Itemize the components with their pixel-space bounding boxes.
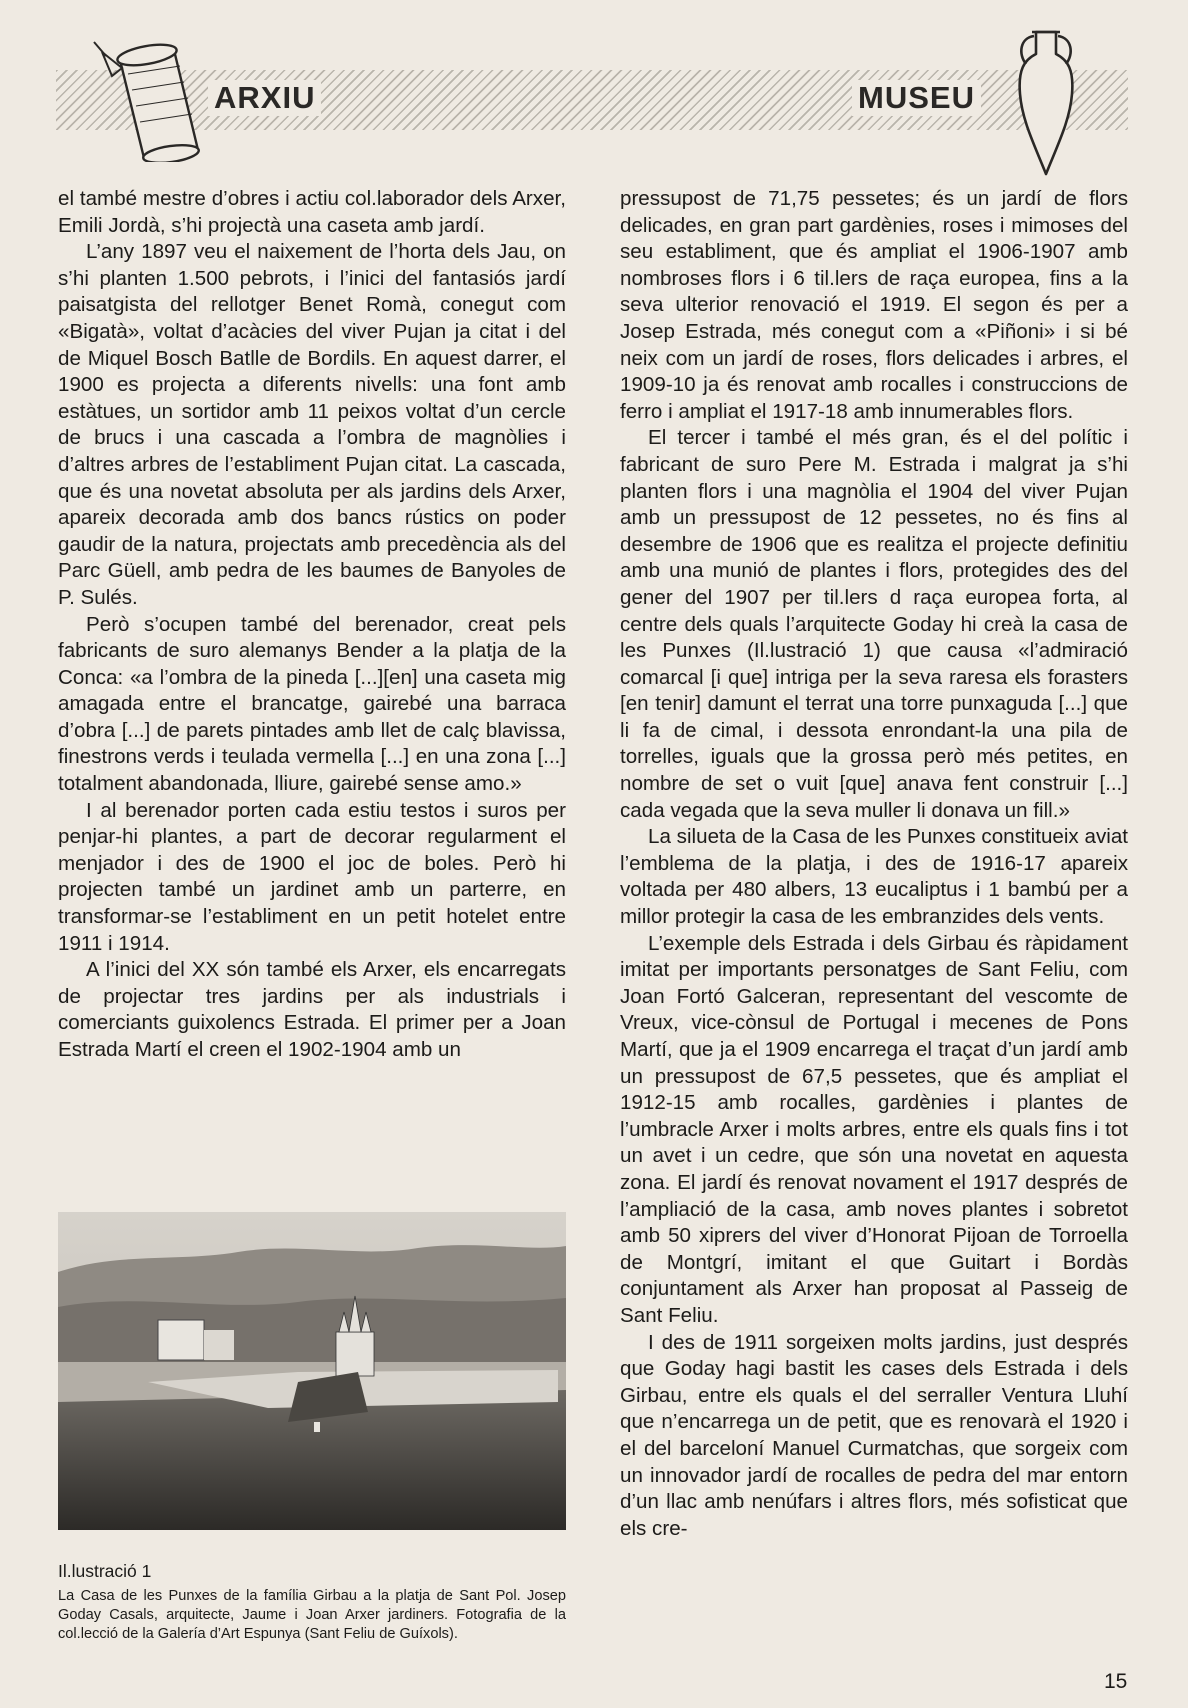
page-number: 15 xyxy=(1104,1670,1128,1693)
paragraph: La silueta de la Casa de les Punxes constitueix aviat l’emblema de la platja, i des de 1916-17 apareix voltada per 480 albers, 13 eucaliptus i 1 bambú per a millor protegir la casa de les embranzides dels vents. xyxy=(620,825,1128,929)
paragraph: L’exemple dels Estrada i dels Girbau és ràpidament imitat per importants personatges de Sant Feliu, com Joan Fortó Galceran, representant del vescomte de Vreux, vice-cònsul de Portugal i mecenes de Pons Martí, que ja el 1909 encarrega el traçat d’un jardí amb un pressupost de 67,5 pessetes, que és ampliat el 1912-15 amb rocalles, gardènies i plantes de l’umbracle Arxer i molts arbres, entre els quals fins i tot un avet i un cedre, que són una novetat en aquesta zona. El jardí és renovat novament el 1917 després de l’ampliació de la casa, amb noves plantes i sobretot amb 50 xiprers del viver d’Honorat Pijoan de Torroella de Montgrí, imitant el que Guitart i Bordàs conjuntament als Arxer han proposat al Passeig de Sant Feliu. xyxy=(620,931,1128,1327)
figure-photo xyxy=(58,1212,566,1530)
paragraph: L’any 1897 veu el naixement de l’horta dels Jau, on s’hi planten 1.500 pebrots, i l’inici del fantasiós jardí paisatgista del rellotger Benet Romà, conegut com «Bigatà», voltat d’acàcies del viver Pujan ja citat i del de Miquel Bosch Batlle de Bordils. En aquest darrer, el 1900 es projecta a diferents nivells: una font amb estàtues, un sortidor amb 11 peixos voltat d’un cercle de brucs i una cascada a l’ombra de magnòlies i d’altres arbres de l’establiment Pujan citat. La cascada, que és una novetat absoluta per als jardins dels Arxer, apareix decorada amb dos bancs rústics on poder gaudir de la natura, projectats amb precedència als del Parc Güell, amb pedra de les baumes de Banyoles de P. Sulés. xyxy=(58,240,566,609)
amphora-icon xyxy=(1010,24,1082,176)
paragraph: El tercer i també el més gran, és el del polític i fabricant de suro Pere M. Estrada i malgrat ja s’hi planten flors i una magnòlia el 1904 del viver Pujan amb un pressupost de 12 pessetes, no és fins al desembre de 1906 que es realitza el projecte definitiu amb una munió de plantes i flors, protegides des del gener del 1907 per til.lers d raça europea forta, al centre dels quals l’arquitecte Goday hi creà la casa de les Punxes (Il.lustració 1) que causa «l’admiració comarcal [i que] intriga per la seva raresa els forasters [en tenir] damunt el terrat una torre punxaguda [...] que li fa de cimal, i dessota enrondant-la una pila de torrelles, iguals que la grossa però més petites, en nombre de set o vuit [que] anava fent construir [...] cada vegada que la seva muller li donava un fill.» xyxy=(620,426,1128,822)
header-title-museu: MUSEU xyxy=(852,80,981,116)
left-column xyxy=(58,186,566,1064)
paragraph: I al berenador porten cada estiu testos i suros per penjar-hi plantes, a part de decorar regularment el menjador i des de 1900 el joc de boles. Però hi projecten també un jardinet amb un parterre, en transformar-se l’establiment en un petit hotelet entre 1911 i 1914. xyxy=(58,798,566,955)
paragraph: el també mestre d’obres i actiu col.laborador dels Arxer, Emili Jordà, s’hi projectà una caseta amb jardí. xyxy=(58,187,566,237)
figure-caption: La Casa de les Punxes de la família Girbau a la platja de Sant Pol. Josep Goday Casals, arquitecte, Jaume i Joan Arxer jardiners. Fotografia de la col.lecció de la Galería d’Art Espunya (Sant Feliu de Guíxols). xyxy=(58,1588,566,1642)
paragraph: pressupost de 71,75 pessetes; és un jardí de flors delicades, en gran part gardènies, roses i mimoses del seu establiment, que és ampliat el 1906-1907 amb nombroses flors i 6 til.lers de raça europea, fins a la seva ulterior renovació el 1919. El segon és per a Josep Estrada, més conegut com a «Piñoni» i si bé neix com un jardí de roses, flors delicades i arbres, el 1909-10 ja és renovat amb rocalles i construccions de ferro i ampliat el 1917-18 amb innumerables flors. xyxy=(620,187,1128,423)
paragraph: I des de 1911 sorgeixen molts jardins, just després que Goday hagi bastit les cases dels Estrada i dels Girbau, entre els quals el del serraller Ventura Lluhí que n’encarrega un de petit, que es renovarà el 1920 i el del barceloní Manuel Curmatchas, que sorgeix com un innovador jardí de rocalles de pedra del mar entorn d’un llac amb nenúfars i altres flors, més sofisticat que els cre- xyxy=(620,1330,1128,1540)
figure-label: Il.lustració 1 xyxy=(58,1561,152,1581)
header-title-arxiu: ARXIU xyxy=(208,80,321,116)
paragraph: Però s’ocupen també del berenador, creat pels fabricants de suro alemanys Bender a la platja de la Conca: «a l’ombra de la pineda [...][en] una caseta mig amagada entre el brancatge, gairebé una barraca d’obra [...] de parets pintades amb llet de calç blavissa, finestrons verds i teulada vermella [...] en una zona [...] totalment abandonada, lliure, gairebé sense amo.» xyxy=(58,612,566,796)
paragraph: A l’inici del XX són també els Arxer, els encarregats de projectar tres jardins per als industrials i comerciants guixolencs Estrada. El primer per a Joan Estrada Martí el creen el 1902-1904 amb un xyxy=(58,958,566,1061)
right-column xyxy=(620,186,1128,1542)
